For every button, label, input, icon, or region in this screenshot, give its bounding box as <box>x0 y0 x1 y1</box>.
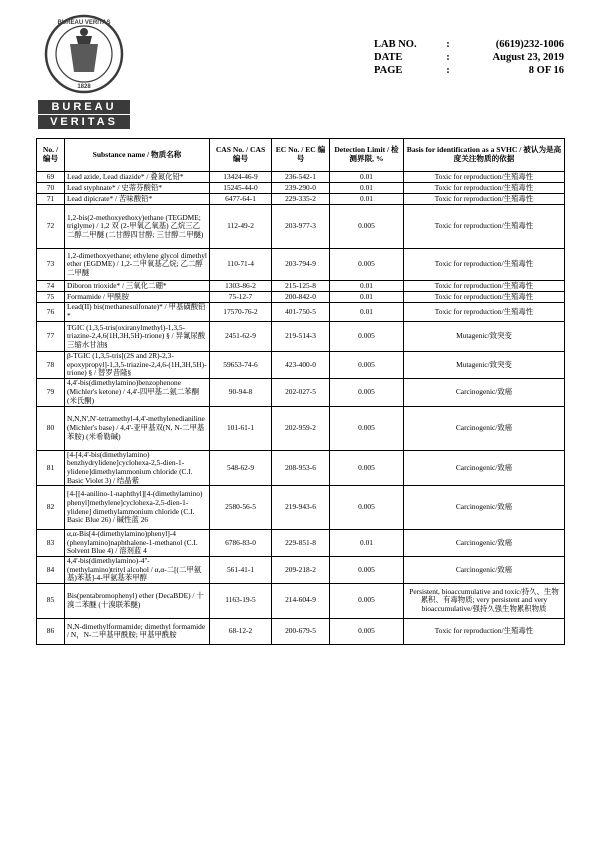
substance-name: Lead styphnate* / 史蒂芬酸铅* <box>65 183 210 194</box>
ec-number: 209-218-2 <box>272 556 330 583</box>
detection-limit: 0.005 <box>330 352 404 379</box>
row-number: 75 <box>37 292 65 303</box>
row-number: 74 <box>37 281 65 292</box>
detection-limit: 0.005 <box>330 249 404 281</box>
row-number: 85 <box>37 583 65 618</box>
svhc-basis: Carcinogenic/致癌 <box>404 378 565 406</box>
ec-number: 219-514-3 <box>272 322 330 352</box>
svhc-basis: Mutagenic/致突变 <box>404 322 565 352</box>
detection-limit: 0.01 <box>330 281 404 292</box>
detection-limit: 0.01 <box>330 292 404 303</box>
detection-limit: 0.005 <box>330 322 404 352</box>
svhc-basis: Carcinogenic/致癌 <box>404 486 565 530</box>
row-number: 82 <box>37 486 65 530</box>
cas-number: 6786-83-0 <box>210 530 272 557</box>
row-number: 86 <box>37 618 65 644</box>
row-number: 84 <box>37 556 65 583</box>
svhc-basis: Carcinogenic/致癌 <box>404 556 565 583</box>
table-row <box>37 183 565 194</box>
logo-band-veritas: VERITAS <box>38 115 130 129</box>
svhc-basis: Mutagenic/致突变 <box>404 352 565 379</box>
report-header <box>374 38 564 77</box>
table-row <box>37 352 565 379</box>
ec-number: 208-953-6 <box>272 450 330 485</box>
substance-name: Diboron trioxide* / 三氧化二硼* <box>65 281 210 292</box>
header-cas: CAS No. / CAS 编号 <box>210 139 272 172</box>
svhc-basis: Toxic for reproduction/生殖毒性 <box>404 205 565 249</box>
substance-name: TGIC (1,3,5-tris(oxiranylmethyl)-1,3,5-triazine-2,4,6(1H,3H,5H)-trione) § / 异氰尿酸三缩水甘油§ <box>65 322 210 352</box>
ec-number: 401-750-5 <box>272 303 330 322</box>
ec-number: 202-959-2 <box>272 406 330 450</box>
header-limit: Detection Limit / 检测界限, % <box>330 139 404 172</box>
colon: : <box>446 65 450 76</box>
cas-number: 101-61-1 <box>210 406 272 450</box>
date-value: August 23, 2019 <box>492 52 564 63</box>
ec-number: 203-794-9 <box>272 249 330 281</box>
ec-number: 423-400-0 <box>272 352 330 379</box>
lab-no-row <box>374 38 564 51</box>
substance-name: N,N,N',N'-tetramethyl-4,4'-methylenedianiline (Michler's base) / 4,4'-亚甲基双(N, N-二甲基苯胺) (米希勒碱) <box>65 406 210 450</box>
svhc-basis: Persistent, bioaccumulative and toxic/持久、生物累积、有毒物质; very persistent and very bioaccumulative/强持久强生物累积物质 <box>404 583 565 618</box>
row-number: 72 <box>37 205 65 249</box>
cas-number: 6477-64-1 <box>210 194 272 205</box>
detection-limit: 0.005 <box>330 583 404 618</box>
detection-limit: 0.005 <box>330 205 404 249</box>
svhc-basis: Carcinogenic/致癌 <box>404 530 565 557</box>
ec-number: 215-125-8 <box>272 281 330 292</box>
date-label: DATE <box>374 52 403 63</box>
cas-number: 13424-46-9 <box>210 172 272 183</box>
ec-number: 214-604-9 <box>272 583 330 618</box>
substance-name: Lead azide, Lead diazide* / 叠氮化铅* <box>65 172 210 183</box>
ec-number: 229-851-8 <box>272 530 330 557</box>
row-number: 81 <box>37 450 65 485</box>
cas-number: 75-12-7 <box>210 292 272 303</box>
substance-name: β-TGIC (1,3,5-tris[(2S and 2R)-2,3-epoxypropyl]-1,3,5-triazine-2,4,6-(1H,3H,5H)-trione) § / 替罗昔隆§ <box>65 352 210 379</box>
row-number: 73 <box>37 249 65 281</box>
table-row <box>37 303 565 322</box>
cas-number: 15245-44-0 <box>210 183 272 194</box>
table-row <box>37 618 565 644</box>
detection-limit: 0.005 <box>330 556 404 583</box>
row-number: 80 <box>37 406 65 450</box>
header-basis: Basis for identification as a SVHC / 被认为是高度关注物质的依据 <box>404 139 565 172</box>
detection-limit: 0.01 <box>330 194 404 205</box>
table-row <box>37 583 565 618</box>
detection-limit: 0.005 <box>330 406 404 450</box>
svhc-basis: Toxic for reproduction/生殖毒性 <box>404 194 565 205</box>
ec-number: 239-290-0 <box>272 183 330 194</box>
cas-number: 2451-62-9 <box>210 322 272 352</box>
table-row <box>37 249 565 281</box>
colon: : <box>446 52 450 63</box>
seal-year: 1828 <box>77 84 91 90</box>
cas-number: 59653-74-6 <box>210 352 272 379</box>
row-number: 71 <box>37 194 65 205</box>
header-no: No. / 编号 <box>37 139 65 172</box>
table-row <box>37 172 565 183</box>
cas-number: 17570-76-2 <box>210 303 272 322</box>
substance-name: [4-[4,4'-bis(dimethylamino) benzhydrylidene]cyclohexa-2,5-dien-1-ylidene]dimethylammonium chloride (C.I. Basic Violet 3) / 结晶紫 <box>65 450 210 485</box>
ec-number: 203-977-3 <box>272 205 330 249</box>
substance-name: 1,2-dimethoxyethane; ethylene glycol dimethyl ether (EGDME) / 1,2-二甲氧基乙烷; 乙二醇二甲醚 <box>65 249 210 281</box>
header-ec: EC No. / EC 编号 <box>272 139 330 172</box>
cas-number: 90-94-8 <box>210 378 272 406</box>
row-number: 77 <box>37 322 65 352</box>
page-label: PAGE <box>374 65 403 76</box>
table-header-row <box>37 139 565 172</box>
svhc-basis: Carcinogenic/致癌 <box>404 450 565 485</box>
cas-number: 1163-19-5 <box>210 583 272 618</box>
detection-limit: 0.01 <box>330 303 404 322</box>
page-value: 8 OF 16 <box>528 65 564 76</box>
table-row <box>37 530 565 557</box>
cas-number: 2580-56-5 <box>210 486 272 530</box>
lab-no-value: (6619)232-1006 <box>495 39 564 50</box>
substance-name: 4,4'-bis(dimethylamino)-4''-(methylamino)trityl alcohol / α,α-二[(二甲氨基)苯基]-4-甲氨基苯甲醇 <box>65 556 210 583</box>
ec-number: 219-943-6 <box>272 486 330 530</box>
svhc-basis: Toxic for reproduction/生殖毒性 <box>404 618 565 644</box>
row-number: 79 <box>37 378 65 406</box>
table-row <box>37 450 565 485</box>
substance-name: N,N-dimethylformamide; dimethyl formamide / N，N-二甲基甲酰胺; 甲基甲酰胺 <box>65 618 210 644</box>
detection-limit: 0.01 <box>330 530 404 557</box>
colon: : <box>446 39 450 50</box>
detection-limit: 0.01 <box>330 183 404 194</box>
ec-number: 202-027-5 <box>272 378 330 406</box>
ec-number: 200-842-0 <box>272 292 330 303</box>
ec-number: 236-542-1 <box>272 172 330 183</box>
svhc-basis: Toxic for reproduction/生殖毒性 <box>404 249 565 281</box>
bureau-veritas-logo <box>38 14 130 128</box>
svhc-basis: Toxic for reproduction/生殖毒性 <box>404 183 565 194</box>
svhc-basis: Carcinogenic/致癌 <box>404 406 565 450</box>
svhc-basis: Toxic for reproduction/生殖毒性 <box>404 172 565 183</box>
substance-name: 4,4'-bis(dimethylamino)benzophenone (Michler's ketone) / 4,4'-四甲基二氨二苯酮(米氏酮) <box>65 378 210 406</box>
cas-number: 548-62-9 <box>210 450 272 485</box>
table-row <box>37 292 565 303</box>
bureau-veritas-seal-icon <box>44 14 124 94</box>
detection-limit: 0.005 <box>330 378 404 406</box>
substance-name: α,α-Bis[4-(dimethylamino)phenyl]-4 (phenylamino)naphthalene-1-methanol (C.I. Solvent Blue 4) / 溶剂蓝 4 <box>65 530 210 557</box>
svhc-basis: Toxic for reproduction/生殖毒性 <box>404 281 565 292</box>
table-row <box>37 322 565 352</box>
row-number: 78 <box>37 352 65 379</box>
substance-name: [4-[[4-anilino-1-naphthyl][4-(dimethylamino) phenyl]methylene]cyclohexa-2,5-dien-1-ylidene] dimethylammonium chloride (C.I. Basic Blue 26) / 碱性蓝 26 <box>65 486 210 530</box>
table-row <box>37 205 565 249</box>
detection-limit: 0.005 <box>330 618 404 644</box>
row-number: 69 <box>37 172 65 183</box>
table-row <box>37 378 565 406</box>
substance-name: Formamide / 甲酰胺 <box>65 292 210 303</box>
detection-limit: 0.005 <box>330 486 404 530</box>
lab-no-label: LAB NO. <box>374 39 417 50</box>
page-row <box>374 64 564 77</box>
substance-name: 1,2-bis(2-methoxyethoxy)ethane (TEGDME; triglyme) / 1,2 双 (2-甲氧乙氧基) 乙烷三乙二醇二甲醚 (二甘醇四甘醇; 三甘醇二甲醚) <box>65 205 210 249</box>
substance-name: Lead dipicrate* / 苦味酸铅* <box>65 194 210 205</box>
seal-top-text: BUREAU VERITAS <box>57 20 111 26</box>
ec-number: 200-679-5 <box>272 618 330 644</box>
table-row <box>37 194 565 205</box>
logo-band-bureau: BUREAU <box>38 100 130 114</box>
svhc-table <box>36 138 565 645</box>
substance-name: Bis(pentabromophenyl) ether (DecaBDE) / 十溴二苯醚 (十溴联苯醚) <box>65 583 210 618</box>
cas-number: 1303-86-2 <box>210 281 272 292</box>
table-row <box>37 281 565 292</box>
svhc-basis: Toxic for reproduction/生殖毒性 <box>404 292 565 303</box>
row-number: 83 <box>37 530 65 557</box>
detection-limit: 0.01 <box>330 172 404 183</box>
table-row <box>37 486 565 530</box>
ec-number: 229-335-2 <box>272 194 330 205</box>
svhc-basis: Toxic for reproduction/生殖毒性 <box>404 303 565 322</box>
row-number: 70 <box>37 183 65 194</box>
substance-name: Lead(II) bis(methanesulfonate)* / 甲基磺酸铅* <box>65 303 210 322</box>
cas-number: 112-49-2 <box>210 205 272 249</box>
cas-number: 561-41-1 <box>210 556 272 583</box>
detection-limit: 0.005 <box>330 450 404 485</box>
cas-number: 68-12-2 <box>210 618 272 644</box>
cas-number: 110-71-4 <box>210 249 272 281</box>
table-row <box>37 406 565 450</box>
row-number: 76 <box>37 303 65 322</box>
date-row <box>374 51 564 64</box>
table-row <box>37 556 565 583</box>
header-substance: Substance name / 物质名称 <box>65 139 210 172</box>
